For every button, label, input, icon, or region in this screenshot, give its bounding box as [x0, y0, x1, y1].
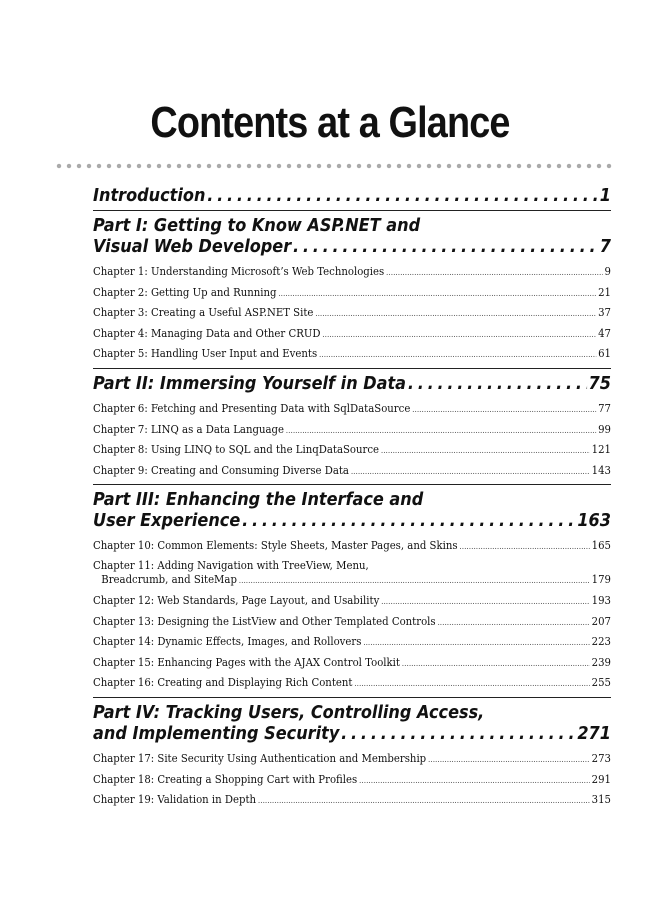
chapter-label: Chapter 6: Fetching and Presenting Data with SqlDataSource	[93, 401, 411, 415]
chapter-list	[93, 399, 611, 481]
dot-leader	[412, 400, 596, 420]
chapter-label: Chapter 9: Creating and Consuming Diverse Data	[93, 463, 349, 477]
toc-entry-chapter-6[interactable]	[93, 399, 611, 420]
part-label-line2: and Implementing Security	[93, 723, 340, 744]
page-number: 273	[591, 751, 611, 765]
page-number: 163	[577, 511, 611, 532]
chapter-label: Chapter 10: Common Elements: Style Sheets, Master Pages, and Skins	[93, 539, 458, 553]
entry-label: Introduction	[93, 186, 206, 206]
page-number: 9	[604, 265, 611, 278]
toc-entry-chapter-17[interactable]	[93, 749, 611, 770]
page-number: 61	[598, 347, 611, 361]
table-of-contents	[93, 186, 611, 811]
toc-entry-part-3[interactable]	[93, 490, 611, 532]
dot-leader	[239, 574, 590, 588]
toc-entry-part-2[interactable]	[93, 374, 611, 395]
page-number: 193	[591, 593, 611, 607]
page-number: 75	[588, 373, 611, 394]
page-title: Contents at a Glance	[150, 98, 510, 147]
chapter-label: Chapter 7: LINQ as a Data Language	[93, 422, 284, 436]
part-label-line1: Part III: Enhancing the Interface and	[93, 490, 424, 511]
page-number: 77	[598, 401, 611, 415]
dot-leader	[258, 791, 590, 811]
toc-entry-chapter-12[interactable]	[93, 591, 611, 612]
dot-leader	[242, 511, 575, 532]
dot-leader	[293, 237, 598, 258]
chapter-label: Chapter 12: Web Standards, Page Layout, and Usability	[93, 593, 380, 607]
dot-leader	[322, 325, 596, 345]
dot-leader	[437, 613, 589, 633]
page-number: 271	[577, 723, 611, 744]
chapter-label: Chapter 13: Designing the ListView and Other Templated Controls	[93, 614, 436, 628]
toc-entry-chapter-3[interactable]	[93, 303, 611, 324]
section-divider	[93, 697, 611, 698]
dotted-divider	[54, 163, 614, 169]
section-divider	[93, 210, 611, 211]
toc-entry-chapter-16[interactable]	[93, 673, 611, 694]
chapter-label: Chapter 8: Using LINQ to SQL and the LinqDataSource	[93, 443, 380, 457]
dot-leader	[207, 186, 598, 207]
dot-leader	[359, 771, 590, 791]
dot-leader	[315, 304, 596, 324]
toc-entry-chapter-1[interactable]	[93, 262, 611, 283]
toc-entry-chapter-14[interactable]	[93, 632, 611, 653]
dot-leader	[278, 284, 596, 304]
page-number: 315	[591, 793, 611, 807]
part-label-line1: Part IV: Tracking Users, Controlling Access,	[93, 702, 485, 723]
toc-entry-chapter-4[interactable]	[93, 324, 611, 345]
part-label-line2: Visual Web Developer	[93, 237, 292, 257]
chapter-label: Chapter 16: Creating and Displaying Rich Content	[93, 676, 353, 690]
toc-entry-part-4[interactable]	[93, 703, 611, 745]
dot-leader	[428, 750, 590, 770]
toc-entry-chapter-15[interactable]	[93, 653, 611, 674]
chapter-label: Chapter 4: Managing Data and Other CRUD	[93, 326, 321, 340]
part-label-line1: Part I: Getting to Know ASP.NET and	[93, 216, 421, 236]
chapter-label: Chapter 1: Understanding Microsoft’s Web Technologies	[93, 265, 385, 278]
page-number: 223	[591, 635, 611, 649]
dot-leader	[363, 633, 590, 653]
page-number: 165	[591, 539, 611, 553]
page-number: 143	[591, 463, 611, 477]
toc-entry-part-1[interactable]	[93, 216, 611, 258]
toc-entry-chapter-9[interactable]	[93, 461, 611, 482]
toc-entry-chapter-19[interactable]	[93, 790, 611, 811]
dot-leader	[354, 674, 589, 694]
dot-leader	[351, 462, 590, 482]
page-number: 1	[599, 186, 611, 206]
chapter-list	[93, 536, 611, 694]
chapter-label: Chapter 5: Handling User Input and Events	[93, 347, 318, 361]
page-number: 179	[591, 572, 611, 586]
chapter-label: Chapter 3: Creating a Useful ASP.NET Site	[93, 306, 314, 320]
page-number: 239	[591, 655, 611, 669]
chapter-list	[93, 262, 611, 365]
page-number: 21	[598, 285, 611, 299]
chapter-label: Chapter 2: Getting Up and Running	[93, 285, 277, 299]
toc-entry-chapter-13[interactable]	[93, 612, 611, 633]
dot-leader	[381, 592, 590, 612]
chapter-label: Chapter 11: Adding Navigation with TreeView, Menu,	[93, 558, 369, 572]
toc-entry-chapter-5[interactable]	[93, 344, 611, 365]
section-divider	[93, 368, 611, 369]
dot-leader	[286, 421, 596, 441]
page-number: 99	[598, 422, 611, 436]
page-number: 47	[598, 326, 611, 340]
part-label-line1: Part II: Immersing Yourself in Data	[93, 373, 407, 394]
page-number: 121	[591, 443, 611, 457]
dot-leader	[459, 537, 589, 557]
dot-leader	[386, 263, 603, 283]
toc-entry-chapter-10[interactable]	[93, 536, 611, 557]
dot-leader	[319, 345, 596, 365]
toc-entry-chapter-8[interactable]	[93, 440, 611, 461]
toc-entry-chapter-2[interactable]	[93, 283, 611, 304]
chapter-label-line2: Breadcrumb, and SiteMap	[101, 572, 237, 586]
page-number: 37	[598, 306, 611, 320]
toc-entry-chapter-18[interactable]	[93, 770, 611, 791]
chapter-label: Chapter 18: Creating a Shopping Cart with Profiles	[93, 772, 358, 786]
toc-entry-introduction[interactable]	[93, 186, 611, 207]
page-number: 7	[599, 237, 611, 257]
toc-entry-chapter-7[interactable]	[93, 420, 611, 441]
chapter-label: Chapter 19: Validation in Depth	[93, 793, 257, 807]
page-number: 255	[591, 676, 611, 690]
part-label-line2: User Experience	[93, 511, 241, 532]
page-number: 291	[591, 772, 611, 786]
chapter-label: Chapter 15: Enhancing Pages with the AJAX Control Toolkit	[93, 655, 400, 669]
chapter-list	[93, 749, 611, 811]
chapter-label: Chapter 17: Site Security Using Authentication and Membership	[93, 751, 427, 765]
section-divider	[93, 484, 611, 485]
toc-entry-chapter-11[interactable]	[93, 557, 611, 591]
dot-leader	[341, 724, 575, 745]
dot-leader	[381, 441, 590, 461]
page-number: 207	[591, 614, 611, 628]
dot-leader	[408, 374, 587, 395]
dot-leader	[402, 654, 590, 674]
chapter-label: Chapter 14: Dynamic Effects, Images, and Rollovers	[93, 635, 362, 649]
